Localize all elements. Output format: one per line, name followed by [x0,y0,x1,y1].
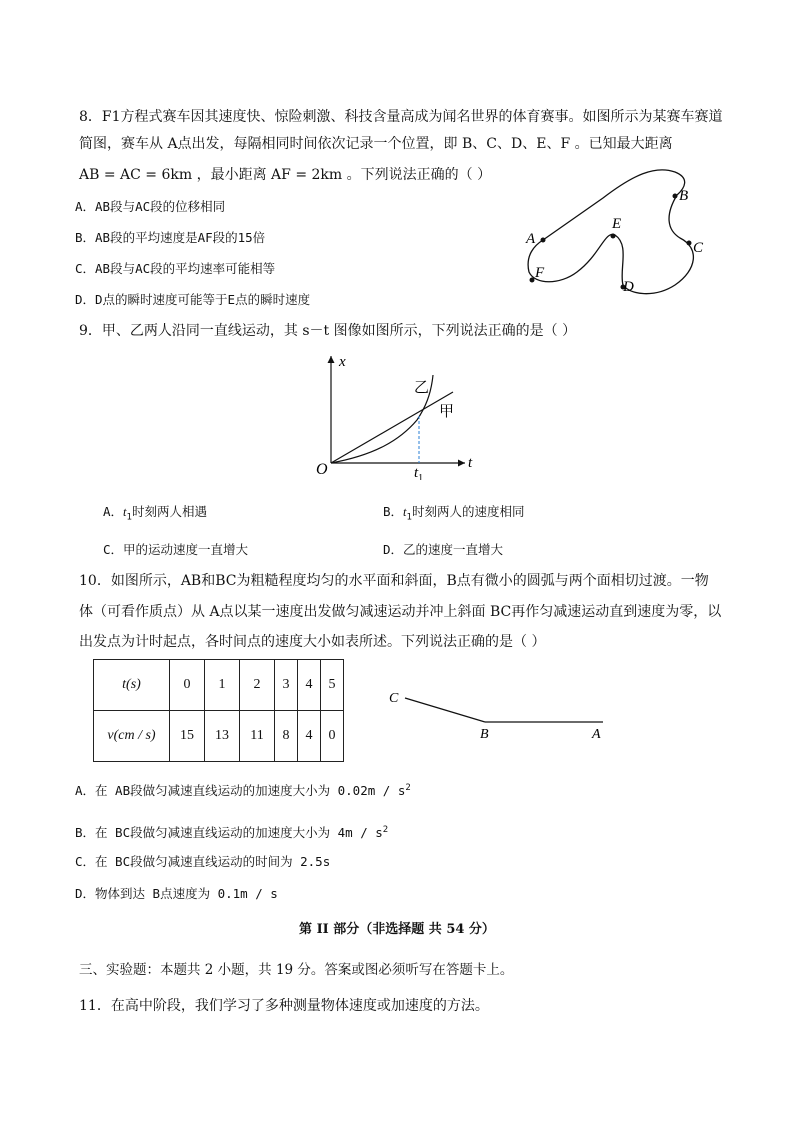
origin-label: O [316,461,328,478]
q8-option-d: D．D点的瞬时速度可能等于E点的瞬时速度 [75,292,311,307]
label-f: F [535,265,545,281]
point-f [530,278,535,283]
table-cell: 4 [298,660,321,711]
point-e [611,234,616,239]
q10-stem-line3: 出发点为计时起点，各时间点的速度大小如表所述。下列说法正确的是（ ） [79,634,546,650]
track-path [528,170,693,294]
incline-figure [385,680,615,740]
q8-stem-line2: 简图，赛车从 A点出发，每隔相同时间依次记录一个位置，即 B、C、D、E、F 。已知最大距离 [79,136,673,152]
jia-label: 甲 [439,402,455,420]
q10-stem-line1: 10．如图所示，AB和BC为粗糙程度均匀的水平面和斜面，B点有微小的圆弧与两个面相切过渡。一物 [79,573,709,589]
label-a: A [526,231,536,247]
table-cell: 5 [321,660,344,711]
q10-option-d: D．物体到达 B点速度为 0.1m / s [75,886,278,901]
q10-option-c: C．在 BC段做匀减速直线运动的时间为 2.5s [75,854,331,869]
label-c: C [389,691,399,706]
velocity-time-table [93,659,344,762]
table-header-time: t(s) [94,660,170,711]
part2-title: 第 II 部分（非选择题 共 54 分） [299,922,495,937]
q10-option-a: A．在 AB段做匀减速直线运动的加速度大小为 $0.02m / s^2$ [75,783,411,799]
label-b: B [480,727,489,740]
table-cell: 2 [240,660,275,711]
point-c [687,241,692,246]
q9-option-c: C．甲的运动速度一直增大 [103,542,249,557]
table-cell: 4 [298,711,321,762]
table-cell: 13 [205,711,240,762]
y-axis-label: x [339,354,346,370]
q8-option-c: C．AB段与AC段的平均速率可能相等 [75,261,276,276]
table-cell: 15 [170,711,205,762]
table-cell: 0 [170,660,205,711]
table-cell: 8 [275,711,298,762]
q10-option-b: B．在 BC段做匀减速直线运动的加速度大小为 $4m / s^2$ [75,825,389,841]
point-a [541,238,546,243]
table-cell: 11 [240,711,275,762]
q8-stem-line1: 8．F1方程式赛车因其速度快、惊险刺激、科技含量高成为闻名世界的体育赛事。如图所示为某赛车赛道 [79,109,723,125]
section3-heading: 三、实验题：本题共 2 小题，共 19 分。答案或图必须听写在答题卡上。 [79,962,514,978]
yi-label: 乙 [414,378,430,396]
label-a: A [592,727,601,740]
q11-stem: 11．在高中阶段，我们学习了多种测量物体速度或加速度的方法。 [79,998,489,1014]
table-cell: 3 [275,660,298,711]
s-t-graph [305,350,495,480]
q9-option-d: D．乙的速度一直增大 [383,542,504,557]
x-axis-label: t [468,455,473,471]
table-cell: 0 [321,711,344,762]
race-track-figure [515,160,715,300]
q9-option-a: A．$t_1$时刻两人相遇 [103,504,207,523]
label-d: D [623,279,634,295]
label-c: C [693,240,704,256]
q8-option-a: A．AB段与AC段的位移相同 [75,199,226,214]
q8-stem-line3: AB = AC = 6km ，最小距离 AF = 2km 。下列说法正确的（ ） [79,167,492,183]
table-row [94,660,344,711]
table-header-velocity: v(cm / s) [94,711,170,762]
t1-label: $t_1$ [414,465,424,480]
q9-option-b: B．$t_1$时刻两人的速度相同 [383,504,525,523]
label-b: B [679,188,689,204]
label-e: E [612,216,622,232]
table-row [94,711,344,762]
point-b [673,194,678,199]
table-cell: 1 [205,660,240,711]
q10-stem-line2: 体（可看作质点）从 A点以某一速度出发做匀减速运动并冲上斜面 BC再作匀减速运动直到速度为零，以 [79,604,722,620]
q9-stem: 9．甲、乙两人沿同一直线运动，其 s－t 图像如图所示，下列说法正确的是（ ） [79,323,577,339]
q8-option-b: B．AB段的平均速度是AF段的15倍 [75,230,266,245]
line-jia [331,392,453,463]
incline-bc [405,698,485,722]
